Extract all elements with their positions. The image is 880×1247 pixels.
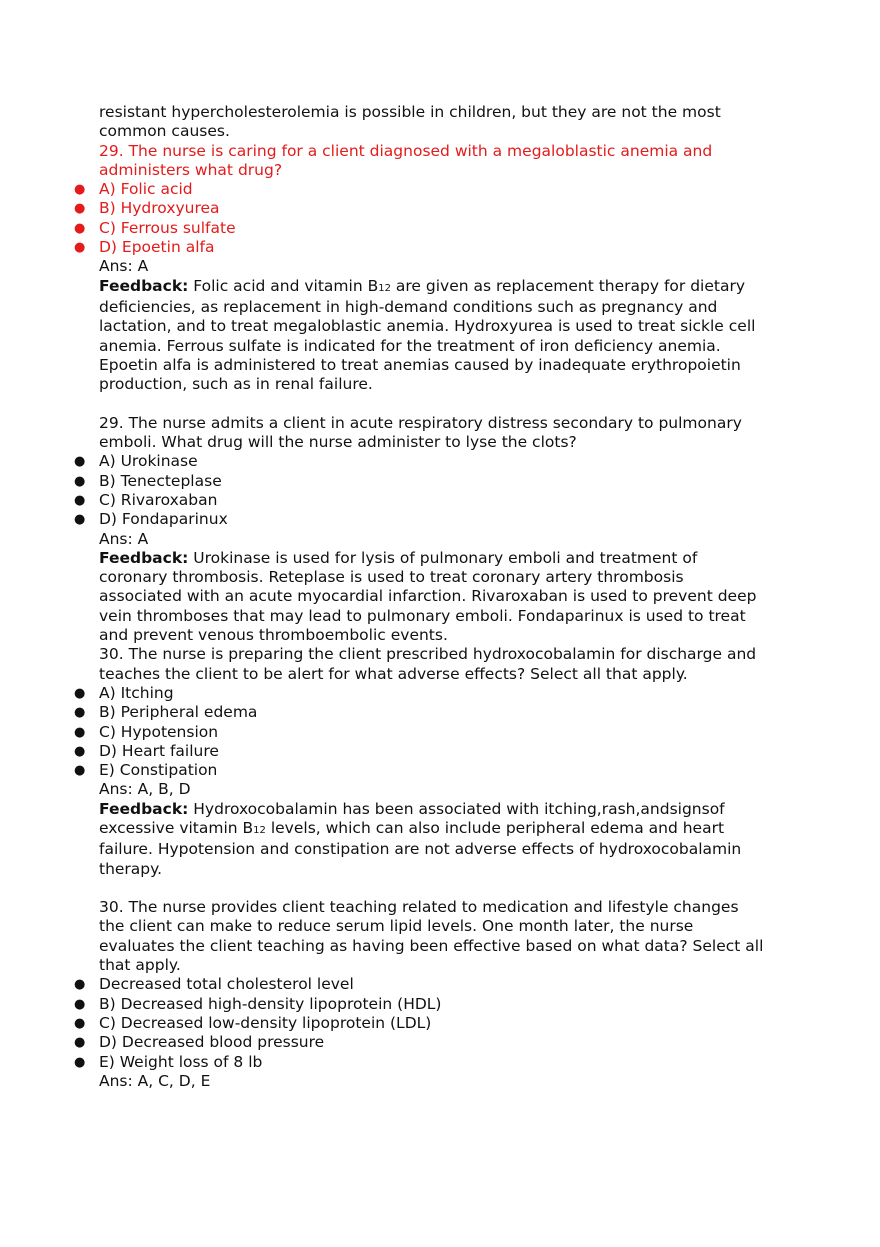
- bullet-icon: ●: [74, 685, 86, 701]
- question-stem: 29. The nurse is caring for a client diagnosed with a megaloblastic anemia and: [99, 141, 713, 160]
- feedback-line: lactation, and to treat megaloblastic anemia. Hydroxyurea is used to treat sickle cell: [99, 317, 756, 336]
- intro-line: common causes.: [99, 122, 230, 141]
- question-stem: administers what drug?: [99, 160, 283, 179]
- answer-option: [0, 491, 880, 510]
- intro-line: resistant hypercholesterolemia is possible in children, but they are not the most: [99, 103, 721, 121]
- feedback-line: Feedback: Hydroxocobalamin has been associated with itching,rash,andsignsof: [99, 799, 725, 818]
- option-text: C) Ferrous sulfate: [99, 218, 236, 237]
- option-text: D) Decreased blood pressure: [99, 1033, 325, 1052]
- spacer: [0, 394, 880, 413]
- bullet-icon: ●: [74, 492, 86, 508]
- option-text: C) Rivaroxaban: [99, 490, 218, 509]
- feedback-line: production, such as in renal failure.: [99, 375, 373, 394]
- option-text: C) Hypotension: [99, 722, 219, 741]
- question-stem: teaches the client to be alert for what adverse effects? Select all that apply.: [99, 664, 688, 683]
- answer-option: [0, 703, 880, 722]
- option-text: A) Folic acid: [99, 180, 193, 199]
- answer-option: [0, 472, 880, 491]
- answer-key: Ans: A: [99, 529, 149, 548]
- answer-key: Ans: A: [99, 257, 149, 276]
- bullet-icon: ●: [74, 743, 86, 759]
- answer-key: Ans: A, B, D: [99, 780, 191, 799]
- option-text: A) Itching: [99, 683, 174, 702]
- answer-option: [0, 995, 880, 1014]
- question-stem: evaluates the client teaching as having been effective based on what data? Select all: [99, 936, 764, 955]
- bullet-icon: ●: [74, 182, 86, 198]
- option-text: Decreased total cholesterol level: [99, 975, 354, 994]
- bullet-icon: ●: [74, 220, 86, 236]
- option-text: A) Urokinase: [99, 452, 198, 471]
- question-stem: 30. The nurse provides client teaching related to medication and lifestyle changes: [99, 898, 739, 917]
- bullet-icon: ●: [74, 473, 86, 489]
- feedback-label: Feedback:: [99, 276, 189, 295]
- answer-option: [0, 238, 880, 257]
- answer-option: [0, 510, 880, 529]
- bullet-icon: ●: [74, 763, 86, 779]
- option-text: D) Heart failure: [99, 741, 219, 760]
- option-text: B) Hydroxyurea: [99, 199, 220, 218]
- bullet-icon: ●: [74, 201, 86, 217]
- bullet-icon: ●: [74, 240, 86, 256]
- feedback-label: Feedback:: [99, 548, 189, 567]
- bullet-icon: ●: [74, 1054, 86, 1070]
- feedback-line: anemia. Ferrous sulfate is indicated for the treatment of iron deficiency anemia.: [99, 336, 721, 355]
- feedback-line: therapy.: [99, 859, 163, 878]
- bullet-icon: ●: [74, 996, 86, 1012]
- feedback-line: failure. Hypotension and constipation are not adverse effects of hydroxocobalamin: [99, 840, 742, 859]
- feedback-line: Feedback: Folic acid and vitamin B12 are given as replacement therapy for dietary: [99, 276, 746, 295]
- bullet-icon: ●: [74, 1035, 86, 1051]
- question-stem: the client can make to reduce serum lipid levels. One month later, the nurse: [99, 917, 694, 936]
- feedback-line: Epoetin alfa is administered to treat anemias caused by inadequate erythropoietin: [99, 355, 741, 374]
- option-text: B) Decreased high-density lipoprotein (HDL): [99, 994, 442, 1013]
- feedback-line: vein thromboses that may lead to pulmonary emboli. Fondaparinux is used to treat: [99, 606, 746, 625]
- spacer: [0, 879, 880, 898]
- feedback-line: coronary thrombosis. Reteplase is used to treat coronary artery thrombosis: [99, 568, 684, 587]
- feedback-line: associated with an acute myocardial infarction. Rivaroxaban is used to prevent deep: [99, 587, 757, 606]
- bullet-icon: ●: [74, 705, 86, 721]
- answer-option: [0, 1053, 880, 1072]
- feedback-line: Feedback: Urokinase is used for lysis of pulmonary emboli and treatment of: [99, 548, 698, 567]
- option-text: E) Constipation: [99, 761, 218, 780]
- answer-option: [0, 180, 880, 199]
- option-text: C) Decreased low-density lipoprotein (LDL): [99, 1013, 432, 1032]
- bullet-icon: ●: [74, 1015, 86, 1031]
- document-page: [0, 103, 880, 1091]
- question-stem: 29. The nurse admits a client in acute respiratory distress secondary to pulmonary: [99, 413, 742, 432]
- feedback-line: deficiencies, as replacement in high-demand conditions such as pregnancy and: [99, 297, 718, 316]
- answer-option: [0, 684, 880, 703]
- option-text: E) Weight loss of 8 lb: [99, 1052, 263, 1071]
- answer-key: Ans: A, C, D, E: [99, 1071, 211, 1090]
- answer-option: [0, 199, 880, 218]
- answer-option: [0, 1014, 880, 1033]
- answer-option: [0, 975, 880, 994]
- question-stem: 30. The nurse is preparing the client prescribed hydroxocobalamin for discharge and: [99, 645, 757, 664]
- option-text: D) Fondaparinux: [99, 510, 228, 529]
- answer-option: [0, 452, 880, 471]
- answer-option: [0, 1033, 880, 1052]
- answer-option: [0, 219, 880, 238]
- option-text: B) Peripheral edema: [99, 703, 258, 722]
- bullet-icon: ●: [74, 512, 86, 528]
- bullet-icon: ●: [74, 724, 86, 740]
- answer-option: [0, 761, 880, 780]
- bullet-icon: ●: [74, 977, 86, 993]
- feedback-label: Feedback:: [99, 799, 189, 818]
- feedback-line: and prevent venous thromboembolic events.: [99, 626, 448, 645]
- answer-option: [0, 742, 880, 761]
- option-text: B) Tenecteplase: [99, 471, 222, 490]
- answer-option: [0, 723, 880, 742]
- question-stem: emboli. What drug will the nurse administer to lyse the clots?: [99, 433, 577, 452]
- feedback-line: excessive vitamin B12 levels, which can also include peripheral edema and heart: [99, 818, 725, 837]
- question-stem: that apply.: [99, 956, 181, 975]
- bullet-icon: ●: [74, 454, 86, 470]
- option-text: D) Epoetin alfa: [99, 238, 215, 257]
